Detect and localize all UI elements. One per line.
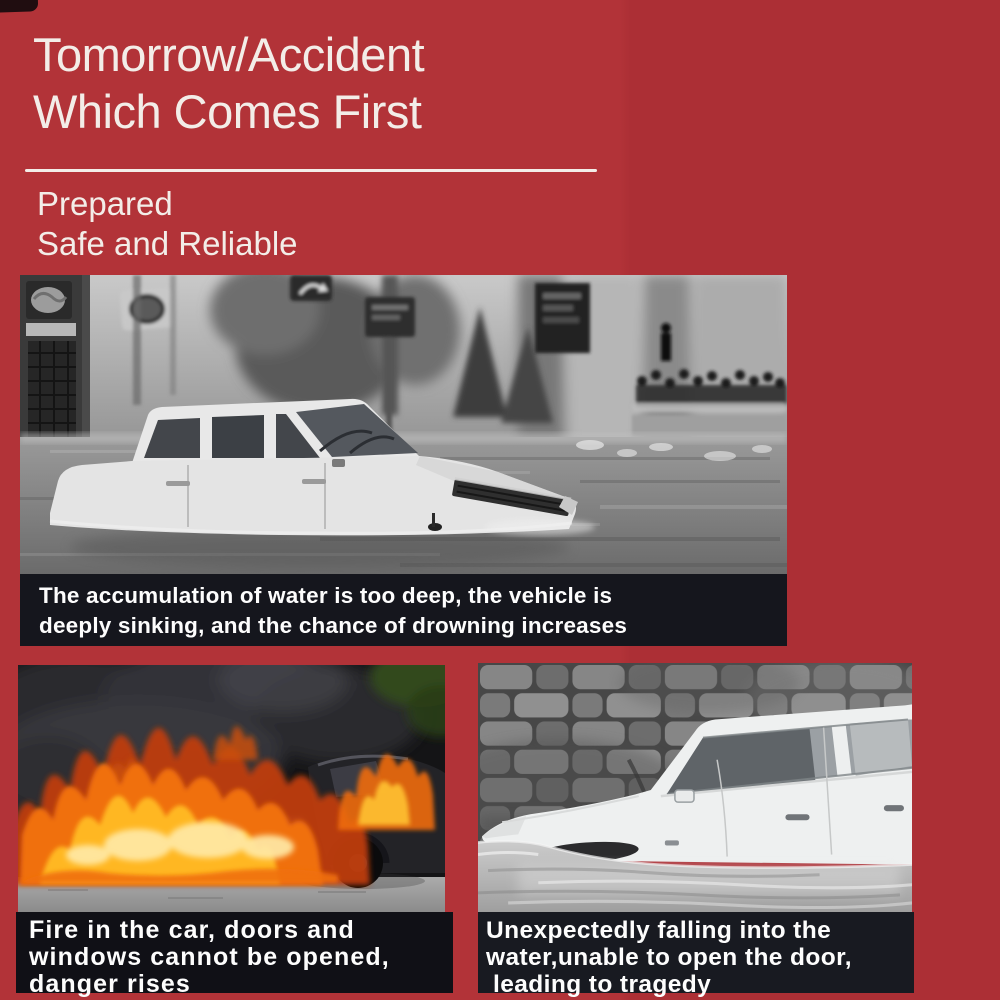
- flood-caption: [20, 574, 787, 646]
- fire-caption-line-3: danger rises: [29, 970, 191, 998]
- flood-photo: [20, 275, 787, 574]
- flood-caption-line-1: The accumulation of water is too deep, the vehicle is: [39, 583, 613, 608]
- sinking-caption-line-3: leading to tragedy: [493, 971, 712, 998]
- sinking-photo: [478, 663, 912, 912]
- fire-caption-line-2: windows cannot be opened,: [29, 943, 390, 971]
- subheadline: [37, 184, 537, 264]
- headline: [33, 26, 733, 140]
- sinking-photo-illustration: [478, 663, 912, 912]
- fire-photo-illustration: [18, 665, 445, 912]
- sinking-caption-line-1: Unexpectedly falling into the: [486, 917, 832, 944]
- fire-caption-line-1: Fire in the car, doors and: [29, 916, 355, 944]
- side-mirror: [675, 790, 694, 802]
- door-handle: [785, 814, 809, 820]
- flood-photo-illustration: [20, 275, 787, 574]
- subheadline-line-2: Safe and Reliable: [37, 225, 298, 262]
- subheadline-line-1: Prepared: [37, 185, 173, 222]
- sinking-caption-line-2: water,unable to open the door,: [486, 944, 852, 971]
- door-handle-rear: [884, 805, 904, 811]
- sinking-caption: [478, 912, 914, 998]
- headline-line-1: Tomorrow/Accident: [33, 28, 425, 81]
- fire-photo: [18, 665, 445, 912]
- fire-caption: [16, 912, 453, 998]
- headline-line-2: Which Comes First: [33, 85, 422, 138]
- flood-caption-line-2: deeply sinking, and the chance of drowning increases: [39, 613, 628, 638]
- divider-line: [25, 169, 597, 172]
- corner-artifact: [0, 0, 38, 13]
